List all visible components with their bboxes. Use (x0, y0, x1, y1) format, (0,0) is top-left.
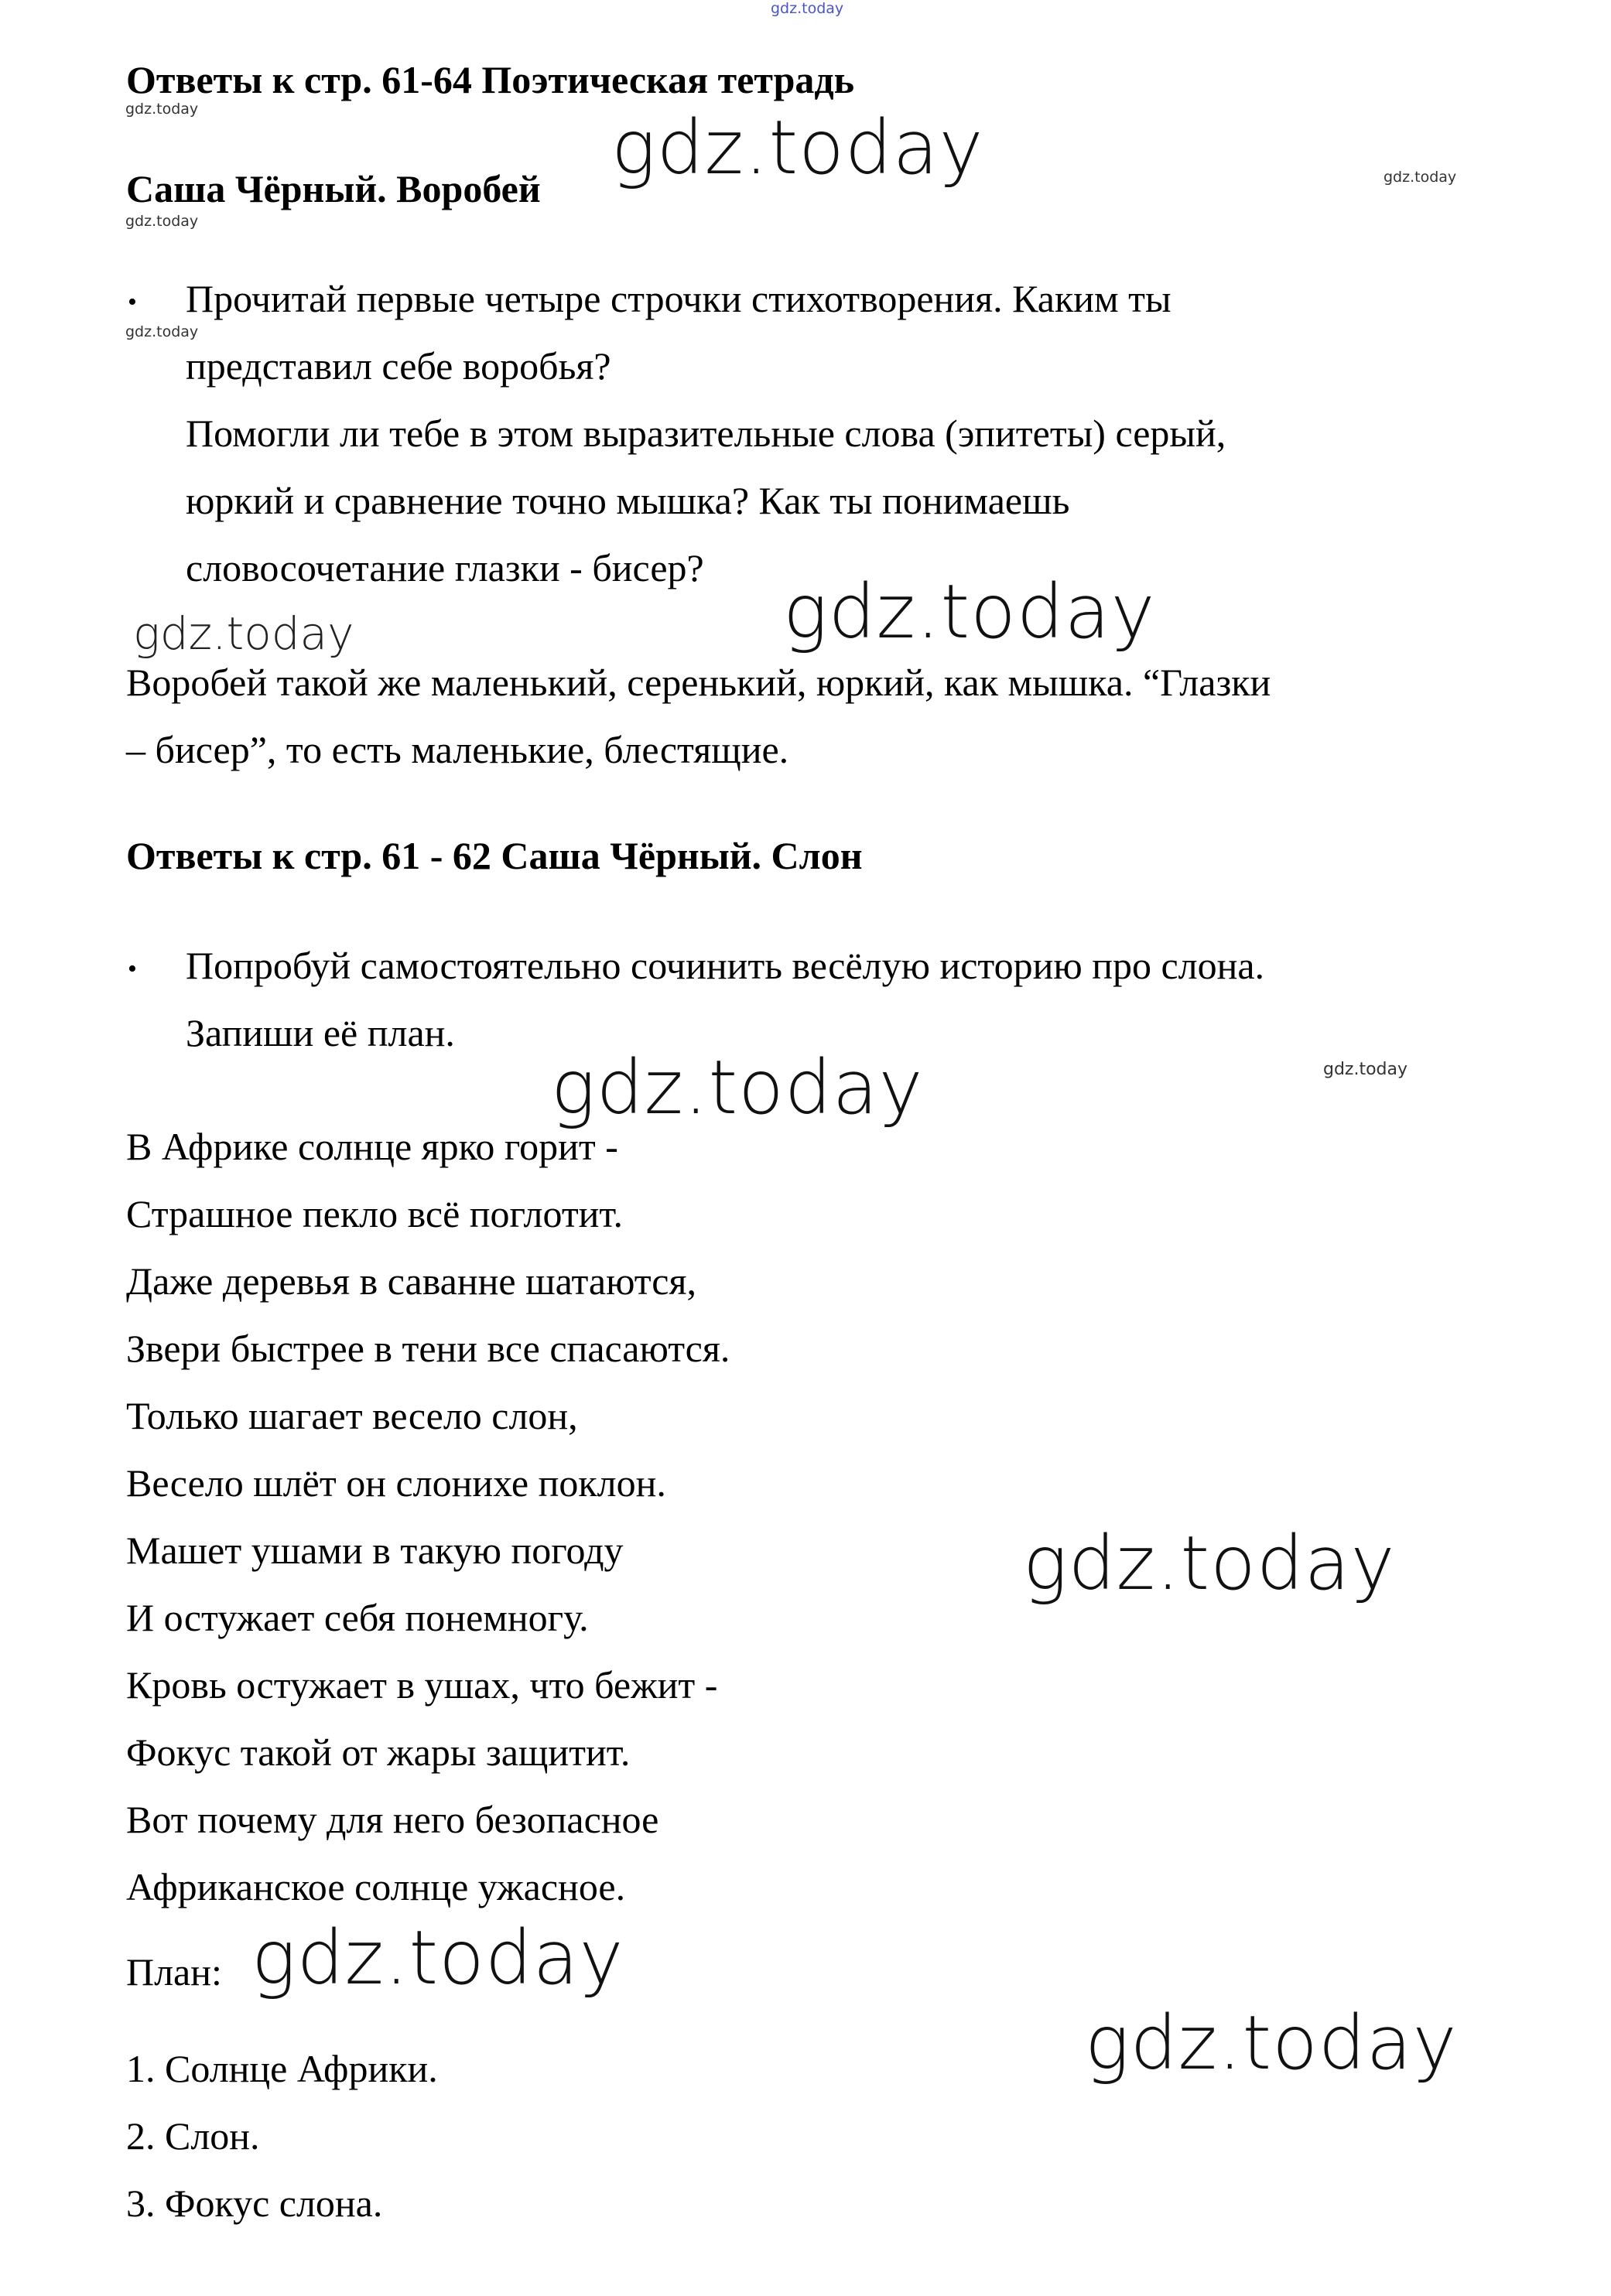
plan-item: 3. Фокус слона. (126, 2182, 383, 2225)
watermark-small: gdz.today (125, 101, 199, 118)
watermark-medium: gdz.today (133, 607, 354, 660)
watermark-small: gdz.today (125, 213, 199, 230)
answer-line: – бисер”, то есть маленькие, блестящие. (126, 728, 789, 771)
poem-line: Африканское солнце ужасное. (126, 1865, 626, 1908)
watermark-large: gdz.today (1085, 2000, 1458, 2086)
poem-line: Звери быстрее в тени все спасаются. (126, 1327, 730, 1370)
watermark-small: gdz.today (125, 323, 199, 340)
answer-line: Воробей такой же маленький, серенький, юркий, как мышка. “Глазки (126, 661, 1271, 704)
poem-line: Машет ушами в такую погоду (126, 1529, 624, 1572)
poem-line: Фокус такой от жары защитит. (126, 1731, 631, 1774)
watermark-large: gdz.today (1023, 1520, 1396, 1607)
watermark-large: gdz.today (783, 569, 1156, 655)
section1-heading: Ответы к стр. 61-64 Поэтическая тетрадь (126, 58, 855, 101)
plan-item: 2. Слон. (126, 2114, 260, 2158)
watermark-large: gdz.today (251, 1915, 624, 2001)
question-line: словосочетание глазки - бисер? (186, 546, 704, 589)
question-line: Прочитай первые четыре строчки стихотворения. Каким ты (186, 277, 1171, 320)
question-line: Помогли ли тебе в этом выразительные слова (эпитеты) серый, (186, 412, 1226, 455)
section1-subheading: Саша Чёрный. Воробей (126, 167, 541, 210)
watermark-small: gdz.today (1384, 169, 1457, 186)
plan-label: План: (126, 1950, 222, 1994)
section2-heading: Ответы к стр. 61 - 62 Саша Чёрный. Слон (126, 834, 863, 877)
poem-line: Кровь остужает в ушах, что бежит - (126, 1663, 718, 1707)
question-line: представил себе воробья? (186, 344, 611, 388)
plan-item: 1. Солнце Африки. (126, 2047, 438, 2090)
watermark-small: gdz.today (1323, 1060, 1408, 1079)
poem-line: Страшное пекло всё поглотит. (126, 1192, 624, 1235)
poem-line: Вот почему для него безопасное (126, 1798, 659, 1841)
question-line: Запиши её план. (186, 1011, 455, 1054)
poem-line: Даже деревья в саванне шатаются, (126, 1259, 696, 1303)
bullet-icon: • (128, 955, 137, 983)
watermark-top: gdz.today (771, 0, 844, 17)
bullet-icon: • (128, 288, 137, 316)
poem-line: И остужает себя понемногу. (126, 1596, 589, 1639)
poem-line: Только шагает весело слон, (126, 1394, 578, 1437)
watermark-large: gdz.today (551, 1044, 924, 1131)
question-line: Попробуй самостоятельно сочинить весёлую историю про слона. (186, 944, 1265, 987)
question-line: юркий и сравнение точно мышка? Как ты понимаешь (186, 479, 1070, 522)
watermark-large: gdz.today (611, 104, 984, 191)
poem-line: Весело шлёт он слонихе поклон. (126, 1461, 666, 1505)
poem-line: В Африке солнце ярко горит - (126, 1125, 618, 1168)
